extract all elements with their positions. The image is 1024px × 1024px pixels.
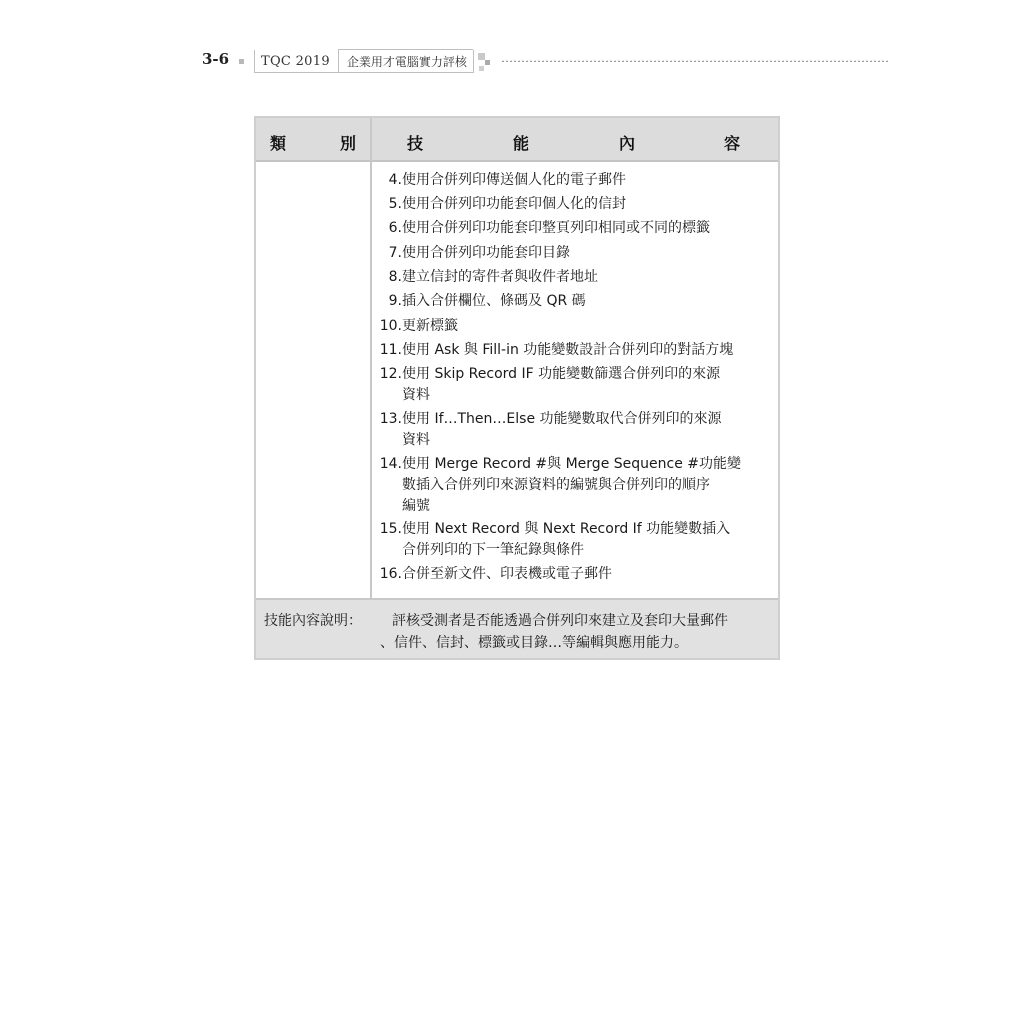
list-item: 4.使用合併列印傳送個人化的電子郵件 <box>388 172 626 188</box>
list-item: 5.使用合併列印功能套印個人化的信封 <box>388 196 626 212</box>
list-item: 11.使用 Ask 與 Fill-in 功能變數設計合併列印的對話方塊 <box>379 342 734 358</box>
header-bullet-icon <box>239 59 244 64</box>
header-title-box <box>254 50 474 73</box>
list-item: 16.合併至新文件、印表機或電子郵件 <box>379 566 612 582</box>
list-item: 10.更新標籤 <box>379 318 458 334</box>
table-header-row <box>256 118 778 162</box>
list-item: 12.使用 Skip Record IF 功能變數篩選合併列印的來源 資料 <box>379 366 721 403</box>
list-item: 13.使用 If…Then…Else 功能變數取代合併列印的來源 資料 <box>379 411 722 448</box>
header-category-char: 類 <box>270 134 287 153</box>
header-deco-square-icon <box>478 53 485 60</box>
list-item: 9.插入合併欄位、條碼及 QR 碼 <box>388 293 586 309</box>
list-item: 15.使用 Next Record 與 Next Record If 功能變數插入 合併列印的下一筆紀錄與條件 <box>379 521 731 558</box>
table-footer-note <box>256 598 778 658</box>
list-item: 6.使用合併列印功能套印整頁列印相同或不同的標籤 <box>388 220 710 236</box>
header-dotted-rule <box>501 60 889 62</box>
footer-text: 評核受測者是否能透過合併列印來建立及套印大量郵件 <box>392 613 728 629</box>
header-content-char: 容 <box>724 134 741 153</box>
list-item: 7.使用合併列印功能套印目錄 <box>388 245 570 261</box>
page-number: 3-6 <box>202 50 230 68</box>
list-item: 8.建立信封的寄件者與收件者地址 <box>388 269 598 285</box>
header-product: TQC 2019 <box>261 53 330 69</box>
header-deco-square-icon <box>485 60 490 65</box>
header-deco-square-icon <box>479 66 484 71</box>
header-content-char: 能 <box>513 134 530 153</box>
header-book-title: 企業用才電腦實力評核 <box>338 49 473 72</box>
footer-text: 、信件、信封、標籤或目錄…等編輯與應用能力。 <box>380 635 688 651</box>
header-content-char: 內 <box>619 134 636 153</box>
skill-list <box>372 162 778 598</box>
header-content-char: 技 <box>407 134 424 153</box>
skill-table <box>254 116 780 660</box>
page-header <box>0 0 1024 90</box>
footer-label: 技能內容說明： <box>264 613 362 629</box>
list-item: 14.使用 Merge Record #與 Merge Sequence #功能變 數插入合併列印來源資料的編號與合併列印的順序 編號 <box>379 456 741 514</box>
header-category-char: 別 <box>340 134 357 153</box>
